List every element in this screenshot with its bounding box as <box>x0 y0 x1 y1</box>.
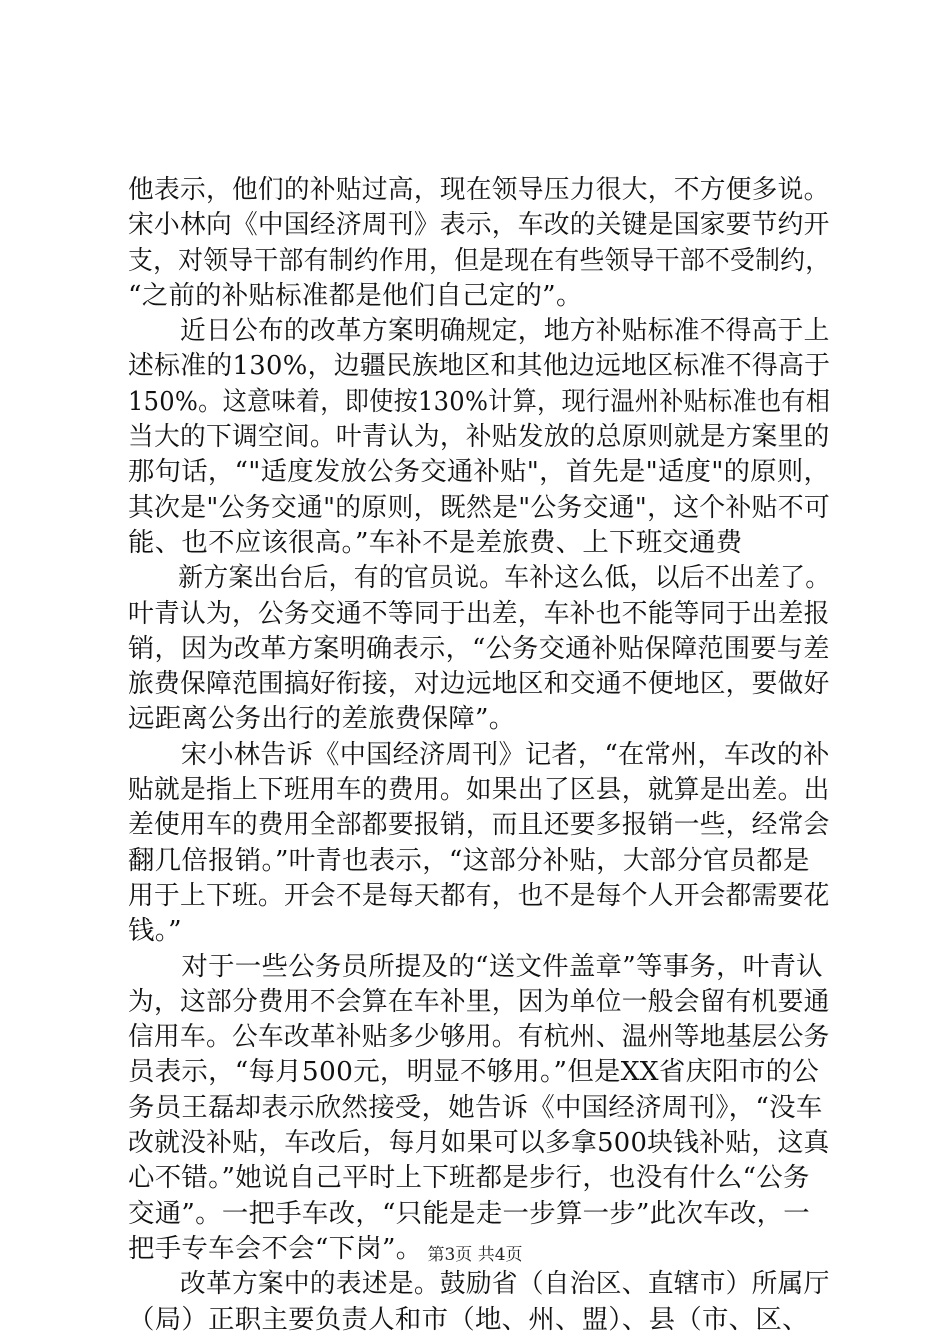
text-line: 他表示，他们的补贴过高，现在领导压力很大，不方便多说。 <box>128 174 830 205</box>
text-line: 能、也不应该很高。”车补不是差旅费、上下班交通费 <box>128 526 743 558</box>
text-line: 员表示，“每月500元，明显不够用。”但是XX省庆阳市的公 <box>128 1056 820 1088</box>
text-line: 改革方案中的表述是。鼓励省（自治区、直辖市）所属厅 <box>128 1268 830 1300</box>
text-line: 务员王磊却表示欣然接受，她告诉《中国经济周刊》，“没车 <box>128 1091 823 1123</box>
text-line: 为，这部分费用不会算在车补里，因为单位一般会留有机要通 <box>128 985 830 1017</box>
text-line: 旅费保障范围搞好衔接，对边远地区和交通不便地区，要做好 <box>128 668 830 700</box>
text-line: 宋小林向《中国经济周刊》表示，车改的关键是国家要节约开 <box>128 209 830 241</box>
text-line: 当大的下调空间。叶青认为，补贴发放的总原则就是方案里的 <box>128 421 830 453</box>
text-line: 对于一些公务员所提及的“送文件盖章”等事务，叶青认 <box>128 950 823 982</box>
text-line: 信用车。公车改革补贴多少够用。有杭州、温州等地基层公务 <box>128 1021 830 1053</box>
page-footer: 第3页 共4页 <box>427 1245 523 1265</box>
text-line: 叶青认为，公务交通不等同于出差，车补也不能等同于出差报 <box>128 597 830 629</box>
document-body <box>128 172 830 1337</box>
text-line: 交通”。一把手车改，“只能是走一步算一步”此次车改，一 <box>128 1197 810 1229</box>
text-line: 改就没补贴，车改后，每月如果可以多拿500块钱补贴，这真 <box>128 1127 830 1159</box>
text-line: 其次是"公务交通"的原则，既然是"公务交通"，这个补贴不可 <box>128 491 831 523</box>
text-line: 贴就是指上下班用车的费用。如果出了区县，就算是出差。出 <box>128 774 830 806</box>
text-line: 述标准的130%，边疆民族地区和其他边远地区标准不得高于 <box>128 350 831 382</box>
text-line: 钱。” <box>128 915 182 947</box>
text-line: 翻几倍报销。”叶青也表示，“这部分补贴，大部分官员都是 <box>128 844 810 876</box>
text-line: 心不错。”她说自己平时上下班都是步行，也没有什么“公务 <box>128 1162 810 1194</box>
text-line: 近日公布的改革方案明确规定，地方补贴标准不得高于上 <box>128 315 830 347</box>
text-line: “之前的补贴标准都是他们自己定的”。 <box>128 279 583 311</box>
text-line: 那句话，“"适度发放公务交通补贴"，首先是"适度"的原则， <box>128 456 831 488</box>
text-line: （局）正职主要负责人和市（地、州、盟）、县（市、区、 <box>128 1303 809 1335</box>
text-line: 差使用车的费用全部都要报销，而且还要多报销一些，经常会 <box>128 809 830 841</box>
text-line: 支，对领导干部有制约作用，但是现在有些领导干部不受制约， <box>128 244 831 276</box>
text-line: 远距离公务出行的差旅费保障”。 <box>128 703 516 735</box>
text-line: 150%。这意味着，即使按130%计算，现行温州补贴标准也有相 <box>128 385 831 417</box>
text-line: 新方案出台后，有的官员说。车补这么低，以后不出差了。 <box>128 562 831 594</box>
text-line: 销，因为改革方案明确表示，“公务交通补贴保障范围要与差 <box>128 632 830 664</box>
text-line: 宋小林告诉《中国经济周刊》记者，“在常州，车改的补 <box>128 738 830 770</box>
text-line: 把手专车会不会“下岗”。 <box>128 1232 423 1264</box>
text-line: 用于上下班。开会不是每天都有，也不是每个人开会都需要花 <box>128 879 830 911</box>
